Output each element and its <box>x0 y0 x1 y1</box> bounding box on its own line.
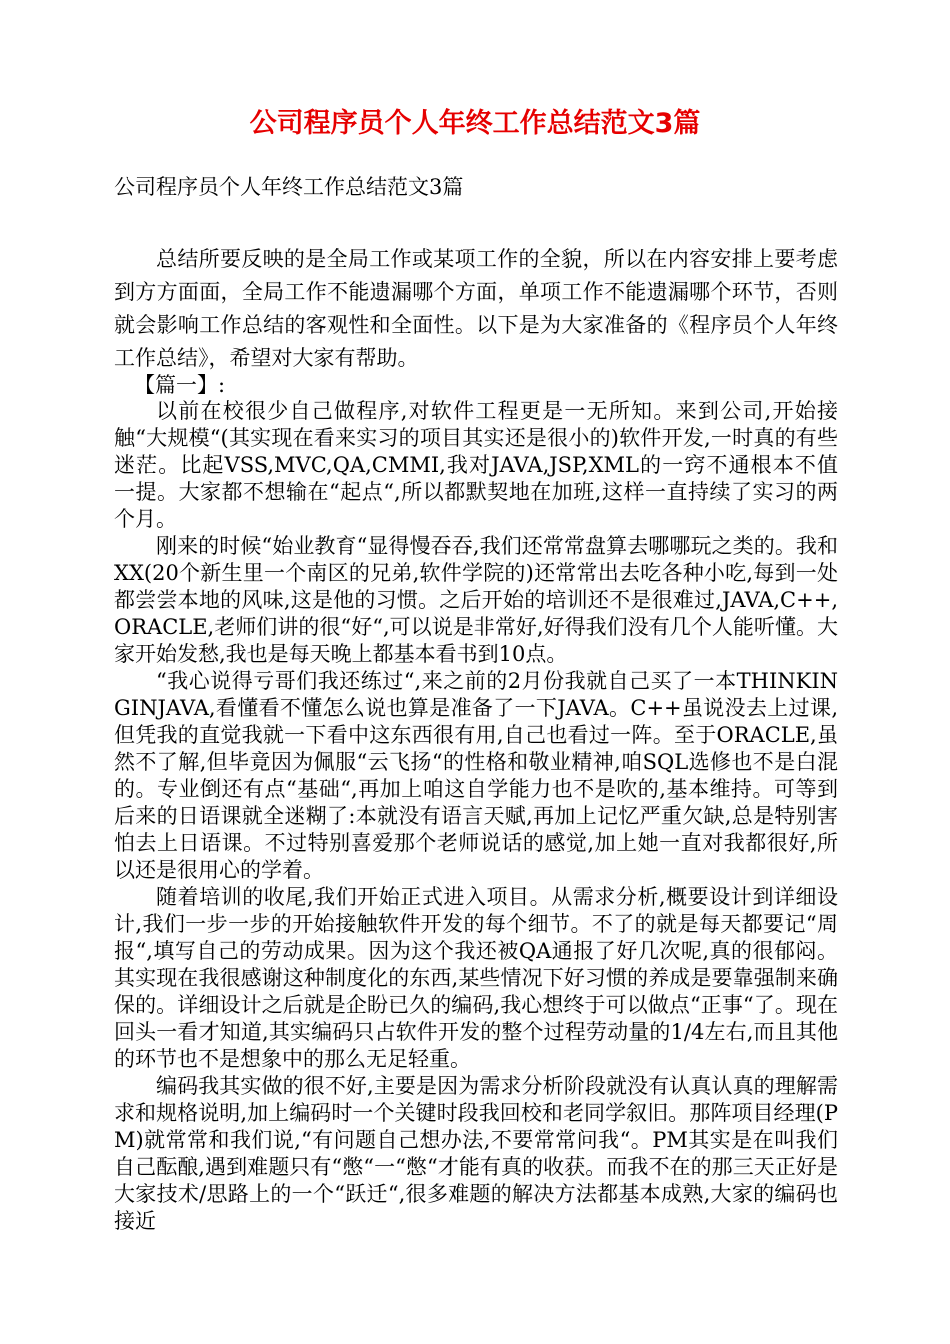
body-paragraph-3: “我心说得亏哥们我还练过“,来之前的2月份我就自己买了一本THINKINGINJAVA,看懂看不懂怎么说也算是准备了一下JAVA。C++虽说没去上过课,但凭我的直觉我就一下看中这东西很有用,自己也看过一阵。至于ORACLE,虽然不了解,但毕竟因为佩服“云飞扬“的性格和敬业精神,咱SQL选修也不是白混的。专业倒还有点“基础“,再加上咱这自学能力也不是吹的,基本维持。可等到后来的日语课就全迷糊了:本就没有语言天赋,再加上记忆严重欠缺,总是特别害怕去上日语课。不过特别喜爱那个老师说话的感觉,加上她一直对我都很好,所以还是很用心的学着。 <box>114 669 838 882</box>
body-paragraph-1: 以前在校很少自己做程序,对软件工程更是一无所知。来到公司,开始接触“大规模“(其实现在看来实习的项目其实还是很小的)软件开发,一时真的有些迷茫。比起VSS,MVC,QA,CMMI,我对JAVA,JSP,XML的一窍不通根本不值一提。大家都不想输在“起点“,所以都默契地在加班,这样一直持续了实习的两个月。 <box>114 399 838 531</box>
article-body <box>114 398 838 1235</box>
document-title: 公司程序员个人年终工作总结范文3篇 <box>249 108 701 139</box>
intro-paragraph: 总结所要反映的是全局工作或某项工作的全貌，所以在内容安排上要考虑到方方面面，全局工作不能遗漏哪个方面，单项工作不能遗漏哪个环节，否则就会影响工作总结的客观性和全面性。以下是为大家准备的《程序员个人年终工作总结》，希望对大家有帮助。 <box>114 247 838 370</box>
document-subtitle: 公司程序员个人年终工作总结范文3篇 <box>114 175 464 199</box>
body-paragraph-4: 随着培训的收尾,我们开始正式进入项目。从需求分析,概要设计到详细设计,我们一步一步的开始接触软件开发的每个细节。不了的就是每天都要记“周报“,填写自己的劳动成果。因为这个我还被QA通报了好几次呢,真的很郁闷。其实现在我很感谢这种制度化的东西,某些情况下好习惯的养成是要靠强制来确保的。详细设计之后就是企盼已久的编码,我心想终于可以做点“正事“了。现在回头一看才知道,其实编码只占软件开发的整个过程劳动量的1/4左右,而且其他的环节也不是想象中的那么无足轻重。 <box>114 885 838 1071</box>
body-paragraph-2: 刚来的时候“始业教育“显得慢吞吞,我们还常常盘算去哪哪玩之类的。我和XX(20个新生里一个南区的兄弟,软件学院的)还常常出去吃各种小吃,每到一处都尝尝本地的风味,这是他的习惯。之后开始的培训还不是很难过,JAVA,C++,ORACLE,老师们讲的很“好“,可以说是非常好,好得我们没有几个人能听懂。大家开始发愁,我也是每天晚上都基本看书到10点。 <box>114 534 838 666</box>
section-label-part-one: 【篇一】: <box>134 373 226 397</box>
body-paragraph-5: 编码我其实做的很不好,主要是因为需求分析阶段就没有认真认真的理解需求和规格说明,加上编码时一个关键时段我回校和老同学叙旧。那阵项目经理(PM)就常常和我们说,“有问题自己想办法,不要常常问我“。PM其实是在叫我们自己酝酿,遇到难题只有“憋“一“憋“才能有真的收获。而我不在的那三天正好是大家技术/思路上的一个“跃迁“,很多难题的解决方法都基本成熟,大家的编码也接近 <box>114 1074 838 1233</box>
